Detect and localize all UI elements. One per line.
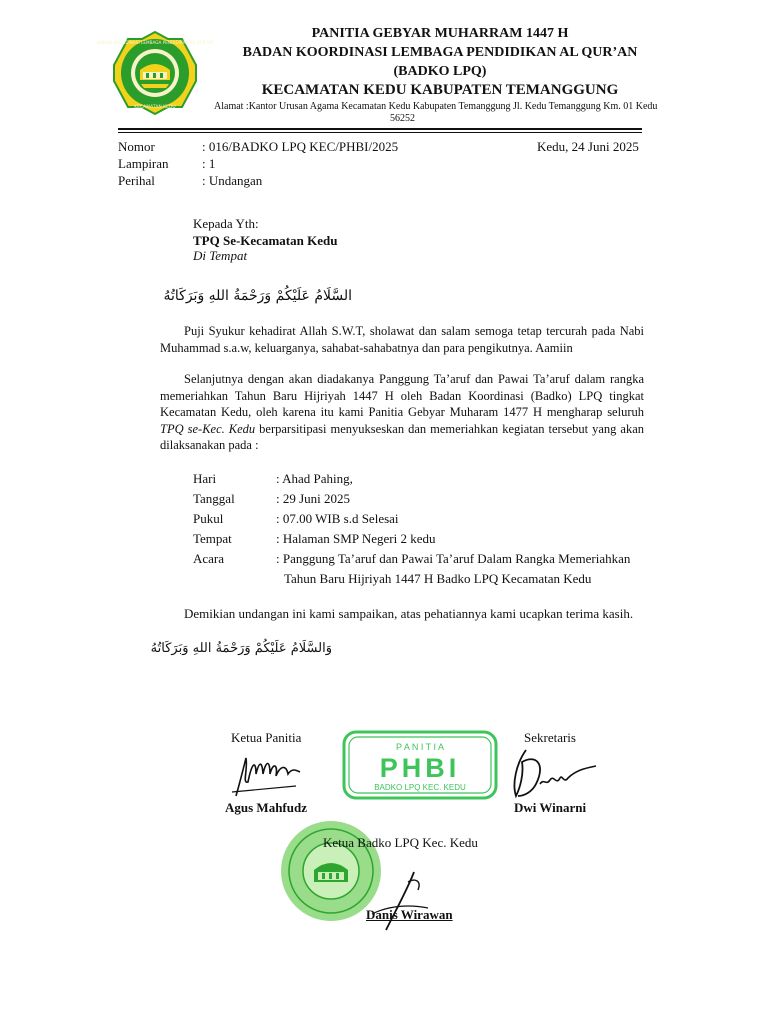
event-hari-value: : Ahad Pahing, [276, 471, 353, 486]
letterhead-address-1: Alamat :Kantor Urusan Agama Kecamatan Kedu Kabupaten Temanggung Jl. Kedu Temanggung Km. 01 Kedu [214, 101, 658, 112]
event-acara-value-2: Tahun Baru Hijriyah 1447 H Badko LPQ Kecamatan Kedu [284, 571, 592, 586]
header-rule-thick [118, 128, 642, 130]
phbi-stamp-bottom: BADKO LPQ KEC. KEDU [374, 783, 466, 792]
paragraph-1: Puji Syukur kehadirat Allah S.W.T, sholawat dan salam semoga tetap tercurah pada Nabi Muhammad s.a.w, keluarganya, sahabat-sahabatnya dan para pengikutnya. Aamiin [160, 324, 644, 355]
phbi-stamp-top: P A N I T I A [395, 742, 445, 752]
event-pukul-value: : 07.00 WIB s.d Selesai [276, 511, 399, 526]
ketua-title: Ketua Panitia [231, 730, 302, 745]
nomor-value: : 016/BADKO LPQ KEC/PHBI/2025 [202, 139, 399, 154]
phbi-stamp-icon [342, 730, 498, 800]
sekretaris-name: Dwi Winarni [514, 800, 587, 815]
badko-logo-icon [97, 30, 213, 116]
recipient-name: TPQ Se-Kecamatan Kedu [193, 233, 338, 248]
letterhead-address-2: 56252 [390, 113, 415, 124]
lampiran-label: Lampiran [118, 156, 169, 171]
phbi-stamp-main: PHBI [379, 753, 461, 783]
perihal-value: : Undangan [202, 173, 263, 188]
letterhead-title-3: (BADKO LPQ) [393, 64, 487, 79]
ketua-name: Agus Mahfudz [225, 800, 307, 815]
event-hari-label: Hari [193, 471, 217, 486]
paragraph-2 [160, 371, 644, 454]
event-acara-value-1: : Panggung Ta’aruf dan Pawai Ta’aruf Dalam Rangka Memeriahkan [276, 551, 631, 566]
recipient-kepada: Kepada Yth: [193, 216, 259, 231]
event-tanggal-label: Tanggal [193, 491, 235, 506]
letterhead-logo [97, 30, 213, 116]
badko-name: Danis Wirawan [366, 907, 453, 922]
place-date: Kedu, 24 Juni 2025 [537, 139, 639, 154]
perihal-label: Perihal [118, 173, 155, 188]
event-pukul-label: Pukul [193, 511, 224, 526]
logo-bottom-text: KECAMATAN KEDU [134, 105, 176, 110]
letterhead-title-2: BADAN KOORDINASI LEMBAGA PENDIDIKAN AL QUR’AN [242, 45, 638, 60]
event-tempat-value: : Halaman SMP Negeri 2 kedu [276, 531, 436, 546]
event-tanggal-value: : 29 Juni 2025 [276, 491, 351, 506]
nomor-label: Nomor [118, 139, 155, 154]
sekretaris-signature-icon [506, 744, 602, 804]
logo-top-text: BADAN KOORDINASI LEMBAGA PENDIDIKAN AL QUR'AN [97, 40, 213, 45]
closing-text: Demikian undangan ini kami sampaikan, atas pehatiannya kami ucapkan terima kasih. [184, 606, 634, 621]
badko-title: Ketua Badko LPQ Kec. Kedu [323, 835, 478, 850]
paragraph-2-part2: berparsitipasi menyukseskan dan memeriahkan kegiatan tersebut yang akan dilaksanakan pada : [160, 421, 645, 452]
lampiran-value: : 1 [202, 156, 216, 171]
paragraph-2-italic: TPQ se-Kec. Kedu [160, 421, 256, 436]
greeting-arabic: السَّلَامُ عَلَيْكُمْ وَرَحْمَةُ اللهِ وَبَرَكَاتُهُ [163, 288, 352, 304]
recipient-place: Di Tempat [193, 248, 248, 263]
event-tempat-label: Tempat [193, 531, 232, 546]
letterhead-title-1: PANITIA GEBYAR MUHARRAM 1447 H [311, 26, 569, 41]
paragraph-2-part1: Selanjutnya dengan akan diadakanya Panggung Ta’aruf dan Pawai Ta’aruf dalam rangka memeriahkan Tahun Baru Hijriyah 1447 H oleh Badan Koordinasi (Badko) LPQ tingkat Kecamatan Kedu, oleh karena itu kami Panitia Gebyar Muharam 1477 H mengharap seluruh [160, 372, 644, 419]
header-rule-thin [118, 132, 642, 133]
ketua-signature-icon [226, 752, 306, 802]
badko-signature-icon [368, 866, 438, 936]
closing-arabic: وَالسَّلَامُ عَلَيْكُمْ وَرَحْمَةُ اللهِ وَبَرَكَاتُهُ [150, 641, 332, 656]
letterhead-title-4: KECAMATAN KEDU KABUPATEN TEMANGGUNG [261, 82, 619, 98]
phbi-stamp [342, 730, 498, 800]
sekretaris-title: Sekretaris [524, 730, 576, 745]
event-acara-label: Acara [193, 551, 225, 566]
